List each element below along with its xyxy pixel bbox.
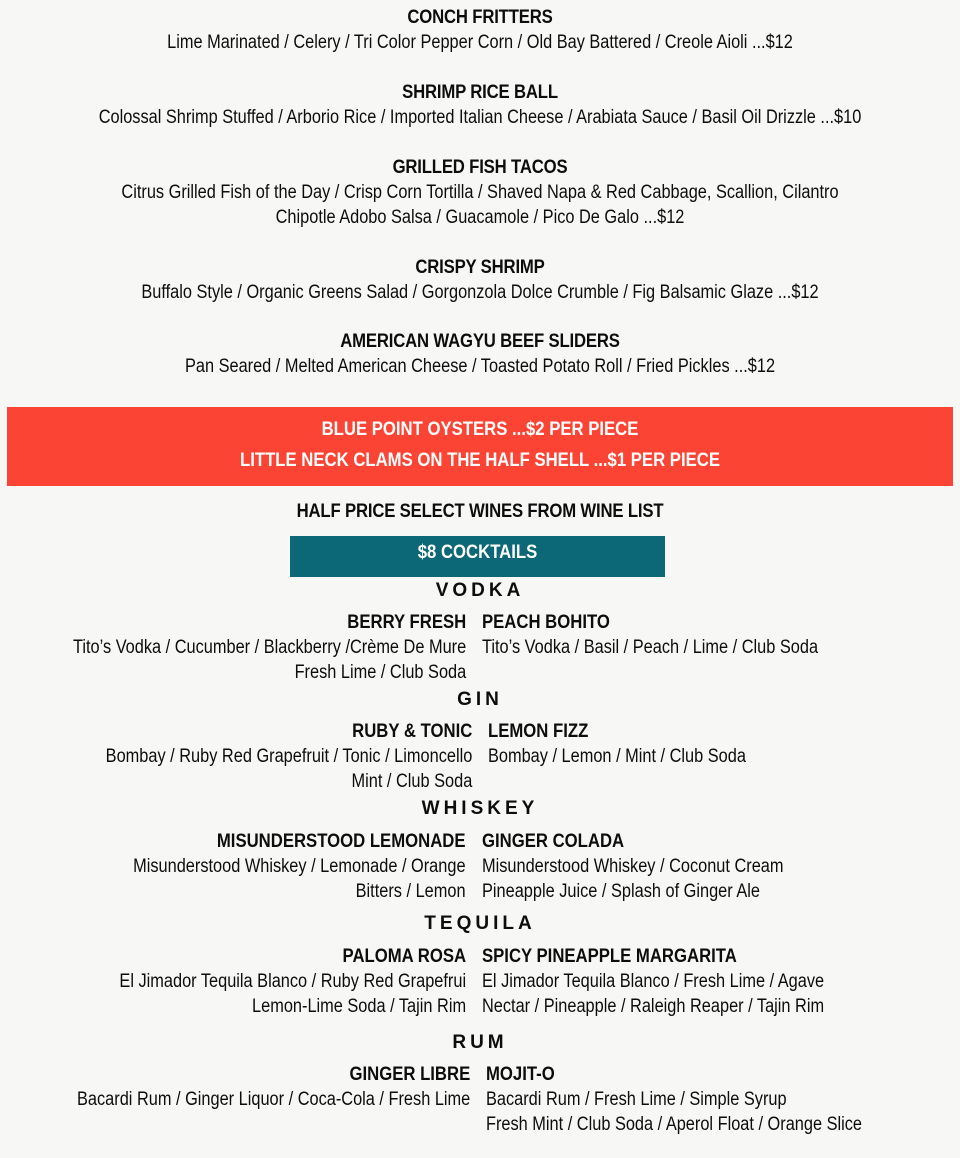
wine-note: HALF PRICE SELECT WINES FROM WINE LIST — [296, 501, 664, 522]
cocktail-right — [482, 944, 880, 1019]
item-description: Chipotle Adobo Salsa / Guacamole / Pico De Galo ...$12 — [275, 207, 685, 228]
section-whiskey: WHISKEY — [421, 798, 539, 819]
item-description: Colossal Shrimp Stuffed / Arborio Rice / Imported Italian Cheese / Arabiata Sauce / Basil Oil Drizzle ...$10 — [98, 107, 862, 128]
cocktail-title: MISUNDERSTOOD LEMONADE — [217, 831, 466, 852]
cocktail-line: Bombay / Lemon / Mint / Club Soda — [488, 746, 746, 767]
cocktail-title: BERRY FRESH — [347, 612, 466, 633]
cocktail-line: Lemon-Lime Soda / Tajin Rim — [251, 996, 466, 1017]
cocktail-left — [46, 719, 472, 794]
cocktail-line: Mint / Club Soda — [351, 771, 472, 792]
item-title: CRISPY SHRIMP — [415, 257, 545, 278]
banner-oysters: BLUE POINT OYSTERS ...$2 PER PIECE — [321, 419, 639, 440]
raw-bar-banner — [7, 407, 953, 486]
cocktail-line: Bacardi Rum / Fresh Lime / Simple Syrup — [486, 1089, 787, 1110]
item-title: SHRIMP RICE BALL — [402, 82, 558, 103]
cocktail-line: El Jimador Tequila Blanco / Fresh Lime / Agave — [482, 971, 825, 992]
cocktail-title: MOJIT-O — [486, 1064, 555, 1085]
cocktail-line: Fresh Mint / Club Soda / Aperol Float / Orange Slice — [486, 1114, 863, 1135]
cocktail-right — [488, 719, 788, 769]
banner-clams: LITTLE NECK CLAMS ON THE HALF SHELL ...$1 PER PIECE — [240, 450, 720, 471]
cocktail-line: Misunderstood Whiskey / Coconut Cream — [482, 856, 784, 877]
cocktails-header-banner — [290, 536, 665, 577]
cocktail-line: Bacardi Rum / Ginger Liquor / Coca-Cola / Fresh Lime — [76, 1089, 470, 1110]
cocktail-line: Misunderstood Whiskey / Lemonade / Orange — [133, 856, 466, 877]
cocktail-right — [486, 1062, 923, 1137]
cocktail-left — [63, 944, 466, 1019]
cocktail-line: El Jimador Tequila Blanco / Ruby Red Grapefrui — [119, 971, 466, 992]
cocktail-left — [79, 829, 466, 904]
item-title: GRILLED FISH TACOS — [392, 157, 568, 178]
cocktail-title: PALOMA ROSA — [342, 946, 466, 967]
section-gin: GIN — [457, 689, 503, 710]
cocktail-right — [482, 610, 873, 660]
cocktail-title: SPICY PINEAPPLE MARGARITA — [482, 946, 737, 967]
item-title: CONCH FRITTERS — [407, 7, 553, 28]
cocktail-left — [9, 610, 466, 685]
cocktails-header-label: $8 COCKTAILS — [417, 542, 538, 563]
cocktail-line: Tito’s Vodka / Cucumber / Blackberry /Crème De Mure — [72, 637, 466, 658]
cocktail-title: PEACH BOHITO — [482, 612, 610, 633]
cocktail-title: GINGER COLADA — [482, 831, 625, 852]
cocktail-line: Tito’s Vodka / Basil / Peach / Lime / Club Soda — [482, 637, 819, 658]
cocktail-line: Pineapple Juice / Splash of Ginger Ale — [482, 881, 760, 902]
item-description: Buffalo Style / Organic Greens Salad / Gorgonzola Dolce Crumble / Fig Balsamic Glaze ...$12 — [141, 282, 819, 303]
section-rum: RUM — [452, 1032, 508, 1053]
cocktail-title: GINGER LIBRE — [349, 1064, 470, 1085]
cocktail-line: Fresh Lime / Club Soda — [294, 662, 466, 683]
item-description: Pan Seared / Melted American Cheese / Toasted Potato Roll / Fried Pickles ...$12 — [184, 356, 776, 377]
cocktail-title: LEMON FIZZ — [488, 721, 589, 742]
cocktail-left — [13, 1062, 470, 1112]
section-vodka: VODKA — [435, 580, 525, 601]
cocktail-title: RUBY & TONIC — [351, 721, 472, 742]
item-description: Citrus Grilled Fish of the Day / Crisp Corn Tortilla / Shaved Napa & Red Cabbage, Scallion, Cilantro — [121, 182, 839, 203]
cocktail-line: Nectar / Pineapple / Raleigh Reaper / Tajin Rim — [482, 996, 825, 1017]
item-title: AMERICAN WAGYU BEEF SLIDERS — [340, 331, 620, 352]
cocktail-right — [482, 829, 833, 904]
cocktail-line: Bitters / Lemon — [356, 881, 466, 902]
cocktail-line: Bombay / Ruby Red Grapefruit / Tonic / Limoncello — [105, 746, 472, 767]
item-description: Lime Marinated / Celery / Tri Color Pepper Corn / Old Bay Battered / Creole Aioli ...$12 — [167, 32, 793, 53]
section-tequila: TEQUILA — [424, 913, 536, 934]
